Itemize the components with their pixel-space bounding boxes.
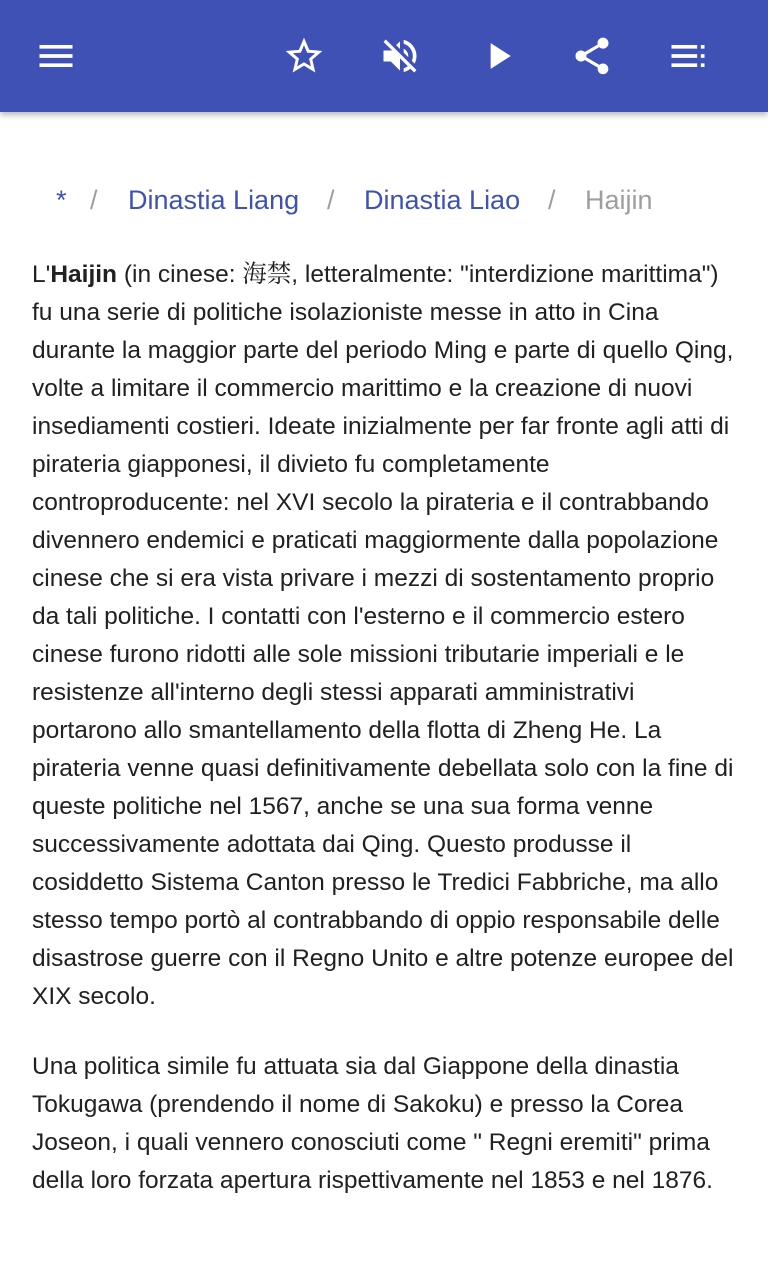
article-prefix: L' bbox=[32, 261, 51, 288]
article-paragraph-2: Una politica simile fu attuata sia dal Giappone della dinastia Tokugawa (prendendo il nome di Sakoku) e presso la Corea Joseon, i quali vennero conosciuti come " Regni eremiti" prima della loro forzata apertura rispettivamente nel 1853 e nel 1876. bbox=[32, 1053, 713, 1194]
hamburger-menu-icon bbox=[34, 34, 78, 78]
breadcrumb-link-dinastia-liang[interactable]: Dinastia Liang bbox=[128, 185, 300, 215]
breadcrumb bbox=[0, 176, 768, 224]
play-icon bbox=[476, 34, 520, 78]
app-toolbar bbox=[0, 0, 768, 112]
play-button[interactable] bbox=[466, 24, 530, 88]
breadcrumb-current-page: Haijin bbox=[585, 185, 653, 215]
share-icon bbox=[570, 34, 614, 78]
breadcrumb-root-link[interactable]: * bbox=[56, 185, 67, 215]
mute-button[interactable] bbox=[368, 24, 432, 88]
star-outline-icon bbox=[282, 34, 326, 78]
favorite-button[interactable] bbox=[272, 24, 336, 88]
article-paragraph-1 bbox=[32, 256, 740, 1016]
list-icon bbox=[666, 34, 710, 78]
breadcrumb-link-dinastia-liao[interactable]: Dinastia Liao bbox=[364, 185, 521, 215]
contents-button[interactable] bbox=[656, 24, 720, 88]
article-paragraph-1-text: (in cinese: 海禁, letteralmente: "interdizione marittima") fu una serie di politiche isolazioniste messe in atto in Cina durante la maggior parte del periodo Ming e parte di quello Qing, volte a limitare il commercio marittimo e la creazione di nuovi insediamenti costieri. Ideate inizialmente per far fronte agli atti di pirateria giapponesi, il divieto fu completamente controproducente: nel XVI secolo la pirateria e il contrabbando divennero endemici e praticati maggiormente dalla popolazione cinese che si era vista privare i mezzi di sostentamento proprio da tali politiche. I contatti con l'esterno e il commercio estero cinese furono ridotti alle sole missioni tributarie imperiali e le resistenze all'interno degli stessi apparati amministrativi portarono allo smantellamento della flotta di Zheng He. La pirateria venne quasi definitivamente debellata solo con la fine di queste politiche nel 1567, anche se una sua forma venne successivamente adottata dai Qing. Questo produsse il cosiddetto Sistema Canton presso le Tredici Fabbriche, ma allo stesso tempo portò al contrabbando di oppio responsabile delle disastrose guerre con il Regno Unito e altre potenze europee del XIX secolo. bbox=[32, 261, 734, 1010]
article-term: Haijin bbox=[50, 261, 118, 288]
breadcrumb-separator: / bbox=[90, 185, 98, 215]
breadcrumb-separator: / bbox=[548, 185, 556, 215]
share-button[interactable] bbox=[560, 24, 624, 88]
menu-button[interactable] bbox=[24, 24, 88, 88]
article-body bbox=[32, 256, 740, 1232]
volume-off-icon bbox=[378, 34, 422, 78]
breadcrumb-separator: / bbox=[327, 185, 335, 215]
